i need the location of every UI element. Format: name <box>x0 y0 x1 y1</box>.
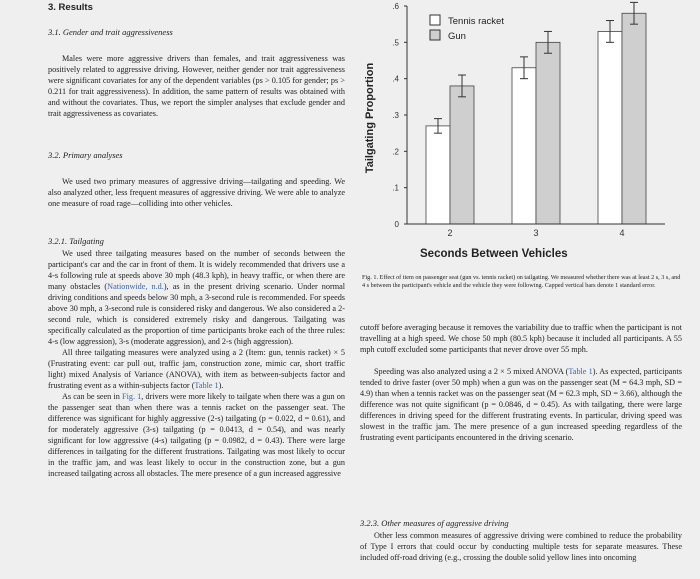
bar-gun-2s <box>450 86 474 224</box>
table-1-link[interactable]: Table 1 <box>194 381 219 390</box>
paragraph-other-measures: Other less common measures of aggressive driving were combined to reduce the probability of Type I errors that could occur by conducting multiple tests for separate measures. These included off-road driving (e.g., crossing the double solid yellow lines into oncoming <box>360 531 682 562</box>
legend-swatch-tennis-racket <box>430 15 440 25</box>
y-tick-label: .5 <box>392 38 399 48</box>
paragraph-tailgating <box>48 248 345 479</box>
speeding-text-1: Speeding was also analyzed using a 2 × 5 mixed ANOVA ( <box>374 367 569 376</box>
legend-swatch-gun <box>430 30 440 40</box>
fig-1-link[interactable]: Fig. 1 <box>122 392 142 401</box>
nationwide-citation-link[interactable]: Nationwide, n.d. <box>107 282 164 291</box>
tailgating-text-2: ), as in the present driving scenario. Under normal driving conditions and speeds below 30 mph, a 3-second rule is recommended. For speeds above 30 mph, a 3-second rule is considered risky and dangerous. We also considered a 2-second rule, which is considered extremely risky and dangerous. Tailgating was specifically calculated as the proportion of time participants broke each of the three rules: 4-s (low aggression), 3-s (moderate aggression), and 2-s (high aggression). <box>48 282 345 346</box>
y-tick-label: .1 <box>392 183 399 193</box>
y-axis-label: Tailgating Proportion <box>364 62 376 174</box>
paragraph-speeding-continued: cutoff before averaging because it removes the variability due to traffic when the participant is not travelling at a high speed. We chose 50 mph (80.5 kph) because it included all participants. A 55 mph cutoff excluded some participants that never drove over 55 mph. <box>360 323 682 354</box>
speeding-table-1-link[interactable]: Table 1 <box>568 367 593 376</box>
y-tick-label: .2 <box>392 147 399 157</box>
section-title: 3. Results <box>48 2 93 13</box>
fig-text-2: , drivers were more likely to tailgate when there was a gun on the passenger seat than when there was a tennis racket on the passenger seat. The difference was significant for highly aggressive (2-s) tailgating (p = 0.022, d = 0.61), and for moderately aggressive (3-s) tailgating (p = 0.0413, d = 0.54), and was nearly significant for low aggressive (4-s) tailgating (p = 0.0982, d = 0.43). There were large differences in tailgating for the different frustrations. Tailgating was most likely to occur in the traffic jam, and was least likely to occur in the construction zone, but a gun increased tailgating across all obstacles. The mere presence of a gun increased aggressive <box>48 392 345 478</box>
y-tick-label: .3 <box>392 111 399 120</box>
subsection-3-1-heading: 3.1. Gender and trait aggressiveness <box>48 27 173 37</box>
subsection-3-2-heading: 3.2. Primary analyses <box>48 150 123 160</box>
legend-label-gun: Gun <box>448 31 466 42</box>
x-tick-label: 2 <box>447 228 453 238</box>
subsection-3-2-3-heading: 3.2.3. Other measures of aggressive driving <box>360 518 509 528</box>
x-tick-label: 3 <box>533 228 539 238</box>
fig-text-1: As can be seen in <box>62 392 123 401</box>
paragraph-3-2: We used two primary measures of aggressive driving—tailgating and speeding. We also analyzed other, less frequent measures of aggressive driving. We were able to analyze one measure of road rage—colliding into other vehicles. <box>48 177 345 208</box>
paragraph-3-1: Males were more aggressive drivers than females, and trait aggressiveness was positively related to aggressive driving. However, neither gender nor trait aggressiveness were significant covariates for any of the dependent variables (ps > 0.105 for gender; ps > 0.211 for trait aggressiveness). In addition, the same pattern of results was obtained with and without the covariates. Thus, we report the simpler analyses that exclude gender and trait aggressiveness as covariates. <box>48 54 345 118</box>
x-tick-label: 4 <box>619 228 625 238</box>
y-tick-label: .6 <box>392 2 399 11</box>
speeding-text-2: ). As expected, participants tended to drive faster (over 50 mph) when a gun was on the passenger seat (M = 64.3 mph, SD = 4.9) than when a tennis racket was on the passenger seat (M = 62.3 mph, SD = 3.66), although the difference was not quite significant (p = 0.0846, d = 0.45). As with tailgating, there were large differences in driving speed for the different frustrating events. In particular, driving speed was slowest in the traffic jam. The mere presence of a gun increased speeding regardless of the frustrating event participants encountered in the driving scenario. <box>360 367 682 442</box>
y-tick-label: .4 <box>392 74 399 84</box>
paragraph-speeding <box>360 366 682 443</box>
figure-title: Seconds Between Vehicles <box>420 248 568 260</box>
bar-tennis-racket-3s <box>512 68 536 224</box>
figure-caption: Fig. 1. Effect of item on passenger seat (gun vs. tennis racket) on tailgating. We measured whether there was at least 2 s, 3 s, and 4 s between the participant's vehicle and the vehicle they were following. Capped vertical bars denote 1 standard error. <box>362 274 681 290</box>
subsection-3-2-1-heading: 3.2.1. Tailgating <box>48 236 104 246</box>
anova-text-2: ). <box>218 381 224 390</box>
bar-gun-3s <box>536 42 560 224</box>
tailgating-text-1: We used three tailgating measures based on the number of seconds between the participant's car and the car in front of them. It is widely recommended that drivers use a 4-s following rule at speeds above 30 mph (48.3 kph), in heavy traffic, or when there are many obstacles ( <box>48 249 345 291</box>
y-tick-label: 0 <box>394 220 399 229</box>
tailgating-bar-chart <box>355 0 685 246</box>
bar-gun-4s <box>622 13 646 224</box>
anova-text-1: All three tailgating measures were analyzed using a 2 (Item: gun, tennis racket) × 5 (Frustrating event: car pull out, traffic jam, construction zone, mimic car, short traffic light) mixed Analysis of Variance (ANOVA), with item as between-subjects factor and frustrating event as a within-subjects factor ( <box>48 348 345 390</box>
legend-label-tennis-racket: Tennis racket <box>448 16 504 27</box>
bar-tennis-racket-4s <box>598 31 622 224</box>
bar-tennis-racket-2s <box>426 126 450 224</box>
